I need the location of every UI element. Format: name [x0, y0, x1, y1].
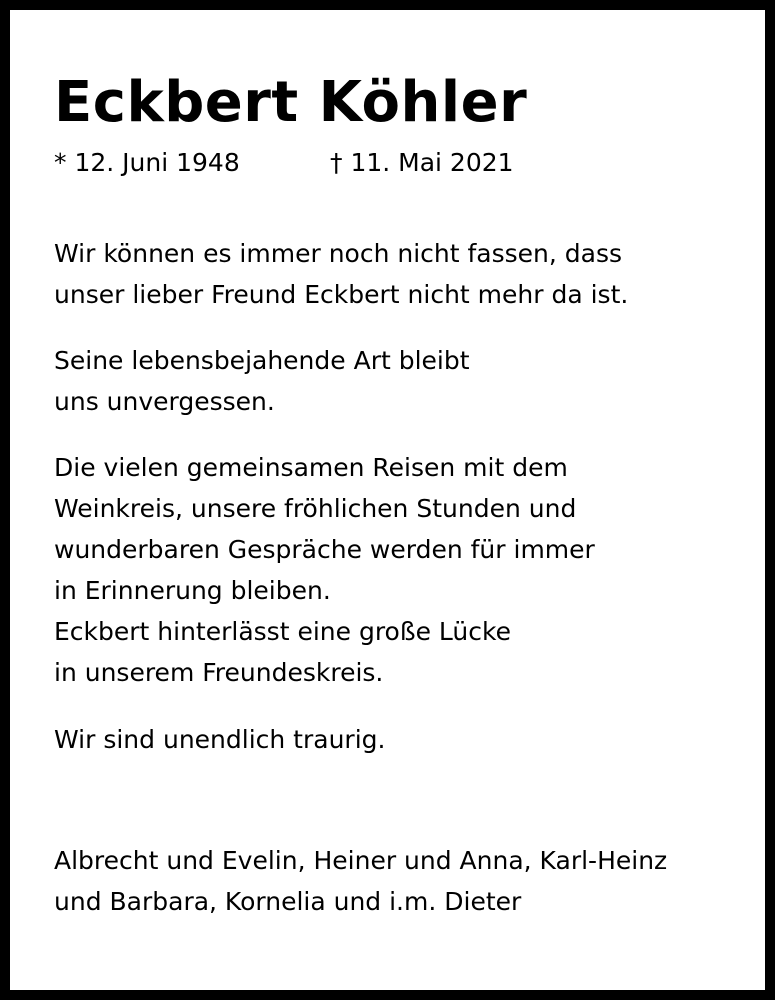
text-line: Wir können es immer noch nicht fassen, dass — [54, 239, 623, 268]
death-date: † 11. Mai 2021 — [330, 148, 514, 177]
text-line: Die vielen gemeinsamen Reisen mit dem — [54, 453, 568, 482]
paragraph-remembrance — [54, 340, 470, 422]
text-line: Eckbert hinterlässt eine große Lücke — [54, 617, 511, 646]
text-line: Wir sind unendlich traurig. — [54, 725, 386, 754]
deceased-name: Eckbert Köhler — [54, 70, 528, 135]
signature-line: Albrecht und Evelin, Heiner und Anna, Karl-Heinz — [54, 846, 668, 875]
text-line: unser lieber Freund Eckbert nicht mehr da ist. — [54, 280, 629, 309]
birth-date: * 12. Juni 1948 — [54, 148, 240, 177]
text-line: Seine lebensbejahende Art bleibt — [54, 346, 470, 375]
paragraph-memories — [54, 447, 595, 693]
signature-line: und Barbara, Kornelia und i.m. Dieter — [54, 887, 522, 916]
paragraph-grief — [54, 719, 385, 760]
paragraph-disbelief — [54, 233, 628, 315]
signatures — [54, 840, 667, 922]
text-line: Weinkreis, unsere fröhlichen Stunden und — [54, 494, 577, 523]
text-line: wunderbaren Gespräche werden für immer — [54, 535, 595, 564]
text-line: in Erinnerung bleiben. — [54, 576, 331, 605]
text-line: in unserem Freundeskreis. — [54, 658, 384, 687]
text-line: uns unvergessen. — [54, 387, 275, 416]
